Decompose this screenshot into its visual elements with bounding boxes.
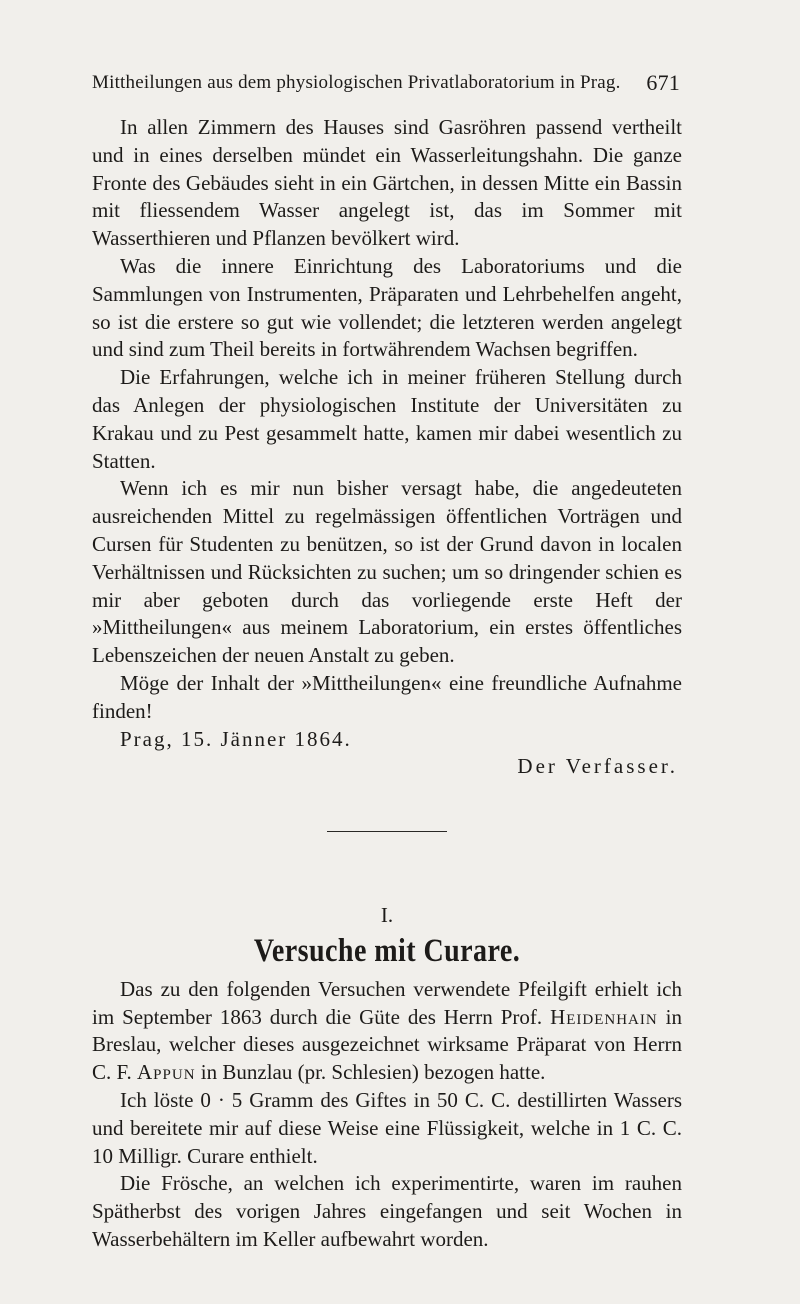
person-name: Appun xyxy=(137,1060,196,1085)
section-divider xyxy=(327,831,447,832)
paragraph: Wenn ich es mir nun bisher versagt habe, die angedeuteten ausreichenden Mittel zu regelmässigen öffentlichen Vorträgen und Cursen für Studenten zu benützen, so ist der Grund davon in localen Verhältnissen und Rücksichten zu suchen; um so dringender schien es mir aber geboten durch das vorliegende erste Heft der »Mittheilungen« aus meinem Laboratorium, ein erstes öffentliches Lebenszeichen der neuen Anstalt zu geben. xyxy=(92,476,682,668)
section-title: Versuche mit Curare. xyxy=(253,932,521,969)
running-title: Mittheilungen aus dem physiologischen Privatlaboratorium in Prag. xyxy=(92,72,621,93)
paragraph: Die Erfahrungen, welche ich in meiner früheren Stellung durch das Anlegen der physiologischen Institute der Universitäten zu Krakau und zu Pest gesammelt hatte, kamen mir dabei wesentlich zu Statten. xyxy=(92,365,682,473)
running-header xyxy=(92,72,680,94)
page-number: 671 xyxy=(646,70,680,95)
signature-author: Der Verfasser. xyxy=(517,754,678,779)
signature-place-date: Prag, 15. Jänner 1864. xyxy=(120,726,352,751)
person-name: Heidenhain xyxy=(550,1004,658,1029)
section-number: I. xyxy=(380,903,394,928)
paragraph: Ich löste 0 · 5 Gramm des Giftes in 50 C. C. destillirten Wassers und bereitete mir auf diese Weise eine Flüssigkeit, welche in 1 C. C. 10 Milligr. Curare enthielt. xyxy=(92,1087,682,1168)
main-text xyxy=(92,114,682,1254)
paragraph xyxy=(92,976,682,1087)
paragraph: Die Frösche, an welchen ich experimentirte, waren im rauhen Spätherbst des vorigen Jahres eingefangen und seit Wochen in Wasserbehältern im Keller aufbewahrt worden. xyxy=(92,1171,682,1251)
paragraph: Was die innere Einrichtung des Laboratoriums und die Sammlungen von Instrumenten, Präparaten und Lehrbehelfen angeht, so ist die erstere so gut wie vollendet; die letzteren werden angelegt und sind zum Theil bereits in fortwährendem Wachsen begriffen. xyxy=(92,253,682,362)
text-run: in Bunzlau (pr. Schlesien) bezogen hatte. xyxy=(195,1060,546,1085)
text-run: Das zu den folgenden Versuchen verwendete Pfeilgift erhielt ich im September 1863 durch die Güte des Herrn Prof. xyxy=(92,976,682,1029)
paragraph: In allen Zimmern des Hauses sind Gasröhren passend vertheilt und in eines derselben mündet ein Wasserleitungshahn. Die ganze Fronte des Gebäudes sieht in ein Gärtchen, in dessen Mitte ein Bassin mit fliessendem Wasser angelegt ist, das im Sommer mit Wasserthieren und Pflanzen bevölkert wird. xyxy=(92,115,682,251)
paragraph: Möge der Inhalt der »Mittheilungen« eine freundliche Aufnahme finden! xyxy=(92,670,682,723)
text-run: in Breslau, welcher dieses ausgezeichnet wirksame Präparat von Herrn C. F. xyxy=(92,1004,682,1085)
